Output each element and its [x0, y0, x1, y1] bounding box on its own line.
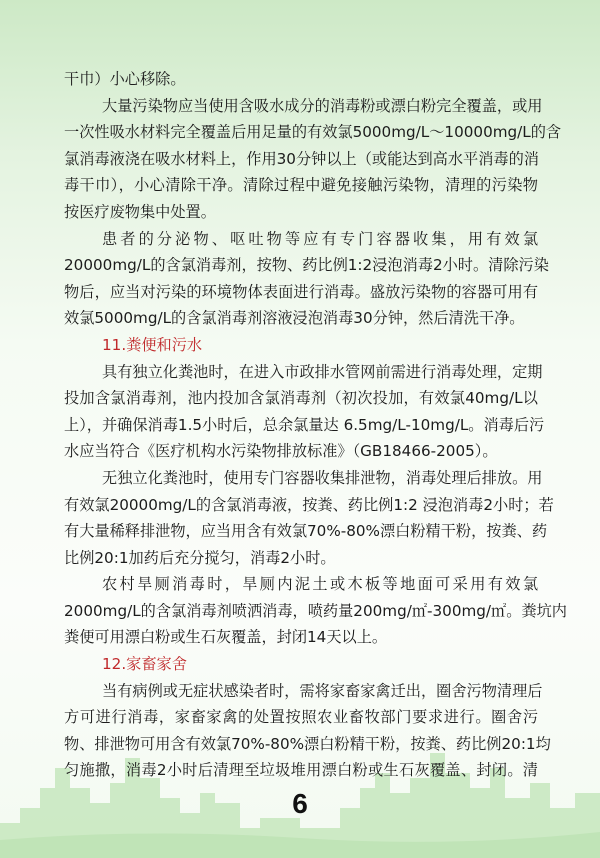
- text-line: 大量污染物应当使用含吸水成分的消毒粉或漂白粉完全覆盖，或用: [102, 96, 543, 115]
- paragraph: [64, 571, 567, 651]
- document-body: [64, 66, 567, 784]
- text-line: 物后，应当对污染的环境物体表面进行消毒。盛放污染物的容器可用有: [64, 282, 538, 301]
- text-line: 干巾）小心移除。: [64, 70, 186, 88]
- paragraph: [64, 66, 538, 93]
- text-line: 具有独立化粪池时，在进入市政排水管网前需进行消毒处理，定期: [102, 362, 543, 381]
- text-line: 农村旱厕消毒时，旱厕内泥土或木板等地面可采用有效氯: [102, 575, 538, 594]
- section-heading: [64, 651, 538, 678]
- text-line: 患者的分泌物、呕吐物等应有专门容器收集，用有效氯: [102, 229, 538, 248]
- paragraph: [64, 93, 562, 226]
- text-line: 无独立化粪池时，使用专门容器收集排泄物，消毒处理后排放。用: [102, 468, 543, 487]
- text-line: 毒干巾），小心清除干净。清除过程中避免接触污染物，清理的污染物: [64, 176, 538, 195]
- text-line: 匀施撒，消毒2小时后清理至垃圾堆用漂白粉或生石灰覆盖、封闭。清: [64, 761, 538, 780]
- section-heading: [64, 332, 538, 359]
- text-line: 上），并确保消毒1.5小时后，总余氯量达 6.5mg/L-10mg/L。消毒后污: [64, 415, 545, 434]
- text-line: 方可进行消毒，家畜家禽的处置按照农业畜牧部门要求进行。圈舍污: [64, 708, 538, 727]
- text-line: 粪便可用漂白粉或生石灰覆盖，封闭14天以上。: [64, 628, 388, 647]
- text-line: 当有病例或无症状感染者时，需将家畜家禽迁出，圈舍污物清理后: [102, 681, 543, 700]
- text-line: 有效氯20000mg/L的含氯消毒液，按粪、药比例1:2 浸泡消毒2小时；若: [64, 495, 554, 514]
- text-line: 比例20:1加药后充分搅匀，消毒2小时。: [64, 548, 336, 567]
- paragraph: [64, 226, 549, 332]
- text-line: 水应当符合《医疗机构水污染物排放标准》（GB18466-2005）。: [64, 442, 498, 461]
- paragraph: [64, 359, 545, 465]
- heading-text: 12.家畜家舍: [102, 655, 187, 674]
- heading-text: 11.粪便和污水: [102, 335, 203, 354]
- text-line: 20000mg/L的含氯消毒剂，按物、药比例1:2浸泡消毒2小时。清除污染: [64, 256, 549, 275]
- text-line: 2000mg/L的含氯消毒剂喷洒消毒，喷药量200mg/㎡-300mg/㎡。粪坑内: [64, 601, 567, 620]
- text-line: 投加含氯消毒剂，池内投加含氯消毒剂（初次投加，有效氯40mg/L以: [64, 389, 538, 408]
- paragraph: [64, 465, 554, 571]
- text-line: 一次性吸水材料完全覆盖后用足量的有效氯5000mg/L～10000mg/L的含: [64, 123, 562, 142]
- text-line: 按医疗废物集中处置。: [64, 202, 216, 221]
- text-line: 有大量稀释排泄物，应当用含有效氯70%-80%漂白粉精干粉，按粪、药: [64, 522, 548, 541]
- page-number: 6: [292, 788, 308, 819]
- text-line: 氯消毒液浇在吸水材料上，作用30分钟以上（或能达到高水平消毒的消: [64, 149, 539, 168]
- text-line: 物、排泄物可用含有效氯70%-80%漂白粉精干粉，按粪、药比例20:1均: [64, 734, 551, 753]
- text-line: 效氯5000mg/L的含氯消毒剂溶液浸泡消毒30分钟，然后清洗干净。: [64, 309, 525, 328]
- paragraph: [64, 678, 551, 784]
